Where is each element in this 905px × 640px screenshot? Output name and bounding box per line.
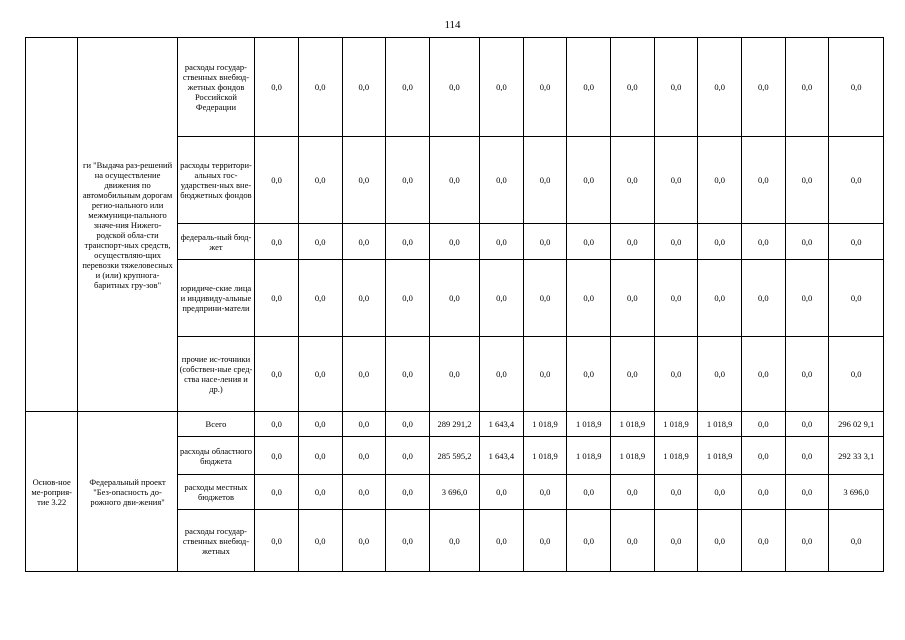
funding-source-cell: прочие ис-точники (собствен-ные сред-ства насе-ления и др.) — [177, 337, 255, 412]
value-cell: 0,0 — [698, 137, 742, 224]
value-cell: 0,0 — [741, 412, 785, 437]
value-cell: 1 018,9 — [654, 412, 698, 437]
value-cell: 0,0 — [611, 260, 655, 337]
value-cell: 1 018,9 — [567, 437, 611, 475]
value-cell: 0,0 — [255, 224, 299, 260]
value-cell: 0,0 — [342, 337, 386, 412]
value-cell: 0,0 — [698, 38, 742, 137]
value-cell: 1 018,9 — [523, 437, 567, 475]
value-cell: 0,0 — [698, 260, 742, 337]
value-cell: 1 643,4 — [480, 412, 524, 437]
funding-source-cell: расходы государ-ственных внебюд-жетных фондов Российской Федерации — [177, 38, 255, 137]
value-cell: 3 696,0 — [429, 475, 479, 510]
value-cell: 0,0 — [785, 475, 829, 510]
value-cell: 0,0 — [567, 475, 611, 510]
value-cell: 0,0 — [298, 337, 342, 412]
value-cell: 0,0 — [342, 437, 386, 475]
value-cell: 296 02 9,1 — [829, 412, 884, 437]
value-cell: 0,0 — [698, 337, 742, 412]
value-cell: 0,0 — [386, 337, 430, 412]
value-cell: 0,0 — [342, 224, 386, 260]
value-cell: 0,0 — [611, 510, 655, 572]
value-cell: 0,0 — [429, 510, 479, 572]
value-cell: 0,0 — [567, 137, 611, 224]
value-cell: 0,0 — [785, 337, 829, 412]
value-cell: 0,0 — [654, 475, 698, 510]
funding-source-cell: Всего — [177, 412, 255, 437]
budget-table — [25, 37, 884, 572]
value-cell: 0,0 — [298, 260, 342, 337]
value-cell: 0,0 — [611, 137, 655, 224]
value-cell: 0,0 — [829, 224, 884, 260]
value-cell: 0,0 — [523, 475, 567, 510]
value-cell: 0,0 — [567, 38, 611, 137]
value-cell: 1 018,9 — [523, 412, 567, 437]
value-cell: 0,0 — [523, 224, 567, 260]
value-cell: 0,0 — [523, 510, 567, 572]
value-cell: 0,0 — [255, 510, 299, 572]
value-cell: 0,0 — [785, 510, 829, 572]
value-cell: 0,0 — [386, 475, 430, 510]
value-cell: 0,0 — [611, 38, 655, 137]
table-row — [26, 412, 884, 437]
value-cell: 0,0 — [567, 260, 611, 337]
value-cell: 0,0 — [429, 224, 479, 260]
event-name-cell: ги "Выдача раз-решений на осуществление движения по автомобильным дорогам регио-нального или межмуници-пального значе-ния Нижего-родской обла-сти транспорт-ных средств, осуществляю-щих перевозки тяжеловесных и (или) крупнога-баритных гру-зов" — [78, 38, 177, 412]
value-cell: 0,0 — [255, 137, 299, 224]
value-cell: 0,0 — [429, 137, 479, 224]
value-cell: 292 33 3,1 — [829, 437, 884, 475]
value-cell: 0,0 — [785, 224, 829, 260]
value-cell: 0,0 — [255, 38, 299, 137]
event-name-cell: Федеральный проект "Без-опасность до-рожного дви-жения" — [78, 412, 177, 572]
value-cell: 0,0 — [480, 337, 524, 412]
value-cell: 0,0 — [386, 412, 430, 437]
funding-source-cell: расходы территори-альных гос-ударствен-ных вне-бюджетных фондов — [177, 137, 255, 224]
value-cell: 0,0 — [523, 137, 567, 224]
value-cell: 0,0 — [298, 137, 342, 224]
value-cell: 0,0 — [741, 38, 785, 137]
value-cell: 0,0 — [386, 437, 430, 475]
value-cell: 0,0 — [480, 510, 524, 572]
value-cell: 0,0 — [523, 337, 567, 412]
value-cell: 0,0 — [480, 38, 524, 137]
value-cell: 0,0 — [567, 510, 611, 572]
value-cell: 0,0 — [480, 260, 524, 337]
value-cell: 0,0 — [298, 510, 342, 572]
value-cell: 0,0 — [386, 38, 430, 137]
value-cell: 1 018,9 — [698, 412, 742, 437]
value-cell: 1 018,9 — [654, 437, 698, 475]
value-cell: 0,0 — [523, 260, 567, 337]
table-row — [26, 38, 884, 137]
value-cell: 0,0 — [654, 337, 698, 412]
value-cell: 0,0 — [342, 38, 386, 137]
value-cell: 0,0 — [654, 510, 698, 572]
value-cell: 0,0 — [480, 475, 524, 510]
value-cell: 1 643,4 — [480, 437, 524, 475]
value-cell: 0,0 — [698, 510, 742, 572]
value-cell: 0,0 — [342, 510, 386, 572]
value-cell: 0,0 — [255, 337, 299, 412]
value-cell: 0,0 — [386, 224, 430, 260]
value-cell: 0,0 — [741, 510, 785, 572]
value-cell: 0,0 — [654, 137, 698, 224]
value-cell: 0,0 — [785, 137, 829, 224]
value-cell: 0,0 — [298, 475, 342, 510]
value-cell: 0,0 — [523, 38, 567, 137]
value-cell: 0,0 — [785, 437, 829, 475]
value-cell: 0,0 — [567, 337, 611, 412]
value-cell: 0,0 — [255, 475, 299, 510]
funding-source-cell: юридиче-ские лица и индивиду-альные предприни-матели — [177, 260, 255, 337]
value-cell: 0,0 — [654, 38, 698, 137]
value-cell: 0,0 — [429, 337, 479, 412]
value-cell: 289 291,2 — [429, 412, 479, 437]
value-cell: 0,0 — [611, 224, 655, 260]
page-number: 114 — [444, 19, 461, 31]
value-cell: 0,0 — [480, 137, 524, 224]
value-cell: 0,0 — [611, 475, 655, 510]
value-cell: 3 696,0 — [829, 475, 884, 510]
value-cell: 0,0 — [298, 224, 342, 260]
value-cell: 0,0 — [741, 137, 785, 224]
value-cell: 0,0 — [829, 337, 884, 412]
value-cell: 0,0 — [654, 260, 698, 337]
value-cell: 0,0 — [698, 224, 742, 260]
value-cell: 285 595,2 — [429, 437, 479, 475]
value-cell: 0,0 — [386, 510, 430, 572]
measure-cell — [26, 38, 78, 412]
value-cell: 0,0 — [829, 137, 884, 224]
value-cell: 0,0 — [741, 337, 785, 412]
value-cell: 1 018,9 — [567, 412, 611, 437]
value-cell: 0,0 — [298, 437, 342, 475]
value-cell: 0,0 — [429, 38, 479, 137]
value-cell: 0,0 — [829, 510, 884, 572]
value-cell: 0,0 — [386, 137, 430, 224]
value-cell: 0,0 — [480, 224, 524, 260]
value-cell: 0,0 — [829, 38, 884, 137]
value-cell: 0,0 — [654, 224, 698, 260]
value-cell: 0,0 — [829, 260, 884, 337]
value-cell: 0,0 — [741, 260, 785, 337]
value-cell: 0,0 — [741, 224, 785, 260]
value-cell: 0,0 — [611, 337, 655, 412]
value-cell: 0,0 — [342, 260, 386, 337]
value-cell: 0,0 — [698, 475, 742, 510]
value-cell: 0,0 — [741, 475, 785, 510]
value-cell: 0,0 — [741, 437, 785, 475]
value-cell: 0,0 — [298, 412, 342, 437]
funding-source-cell: расходы областного бюджета — [177, 437, 255, 475]
value-cell: 1 018,9 — [611, 437, 655, 475]
value-cell: 0,0 — [386, 260, 430, 337]
funding-source-cell: расходы местных бюджетов — [177, 475, 255, 510]
value-cell: 0,0 — [255, 260, 299, 337]
funding-source-cell: расходы государ-ственных внебюд-жетных — [177, 510, 255, 572]
value-cell: 0,0 — [342, 475, 386, 510]
funding-source-cell: федераль-ный бюд-жет — [177, 224, 255, 260]
measure-cell: Основ-ное ме-роприя-тие 3.22 — [26, 412, 78, 572]
value-cell: 0,0 — [567, 224, 611, 260]
value-cell: 0,0 — [255, 412, 299, 437]
value-cell: 1 018,9 — [611, 412, 655, 437]
value-cell: 1 018,9 — [698, 437, 742, 475]
value-cell: 0,0 — [785, 412, 829, 437]
value-cell: 0,0 — [255, 437, 299, 475]
value-cell: 0,0 — [785, 38, 829, 137]
value-cell: 0,0 — [298, 38, 342, 137]
value-cell: 0,0 — [342, 412, 386, 437]
value-cell: 0,0 — [429, 260, 479, 337]
value-cell: 0,0 — [785, 260, 829, 337]
value-cell: 0,0 — [342, 137, 386, 224]
